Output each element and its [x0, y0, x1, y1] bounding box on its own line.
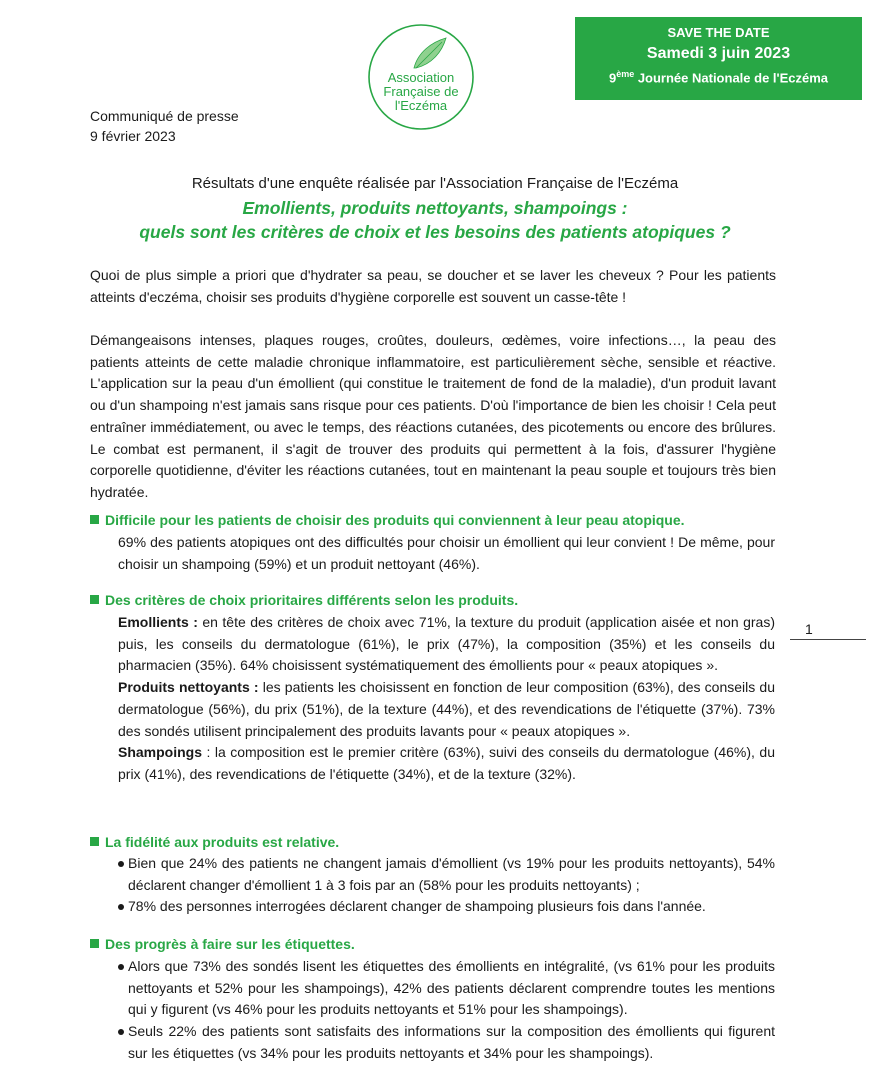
green-square-bullet-icon — [90, 515, 99, 524]
section-body-2 — [118, 612, 775, 786]
section-heading-1: Difficile pour les patients de choisir des produits qui conviennent à leur peau atopique. — [90, 512, 685, 528]
list-item: Seuls 22% des patients sont satisfaits des informations sur la composition des émollients qui figurent sur les étiquettes (vs 34% pour les produits nettoyants et 34% pour les shampoings). — [118, 1021, 775, 1064]
green-square-bullet-icon — [90, 939, 99, 948]
section-body-3 — [118, 853, 775, 918]
section-heading-3: La fidélité aux produits est relative. — [90, 834, 339, 850]
bullet-dot-icon — [118, 1029, 124, 1035]
afe-logo — [366, 22, 476, 132]
press-release-label: Communiqué de presse — [90, 108, 239, 124]
logo-graphic — [366, 22, 476, 132]
green-square-bullet-icon — [90, 837, 99, 846]
press-release-date: 9 février 2023 — [90, 128, 176, 144]
save-the-date-banner — [575, 17, 862, 100]
logo-line2: Française de — [383, 84, 459, 99]
intro-paragraph-1: Quoi de plus simple a priori que d'hydrater sa peau, se doucher et se laver les cheveux ? Pour les patients atteints d'eczéma, choisir ses produits d'hygiène corporelle est souvent un casse-tête ! — [90, 267, 776, 305]
logo-line1: Association — [387, 70, 455, 85]
list-item: Alors que 73% des sondés lisent les étiquettes des émollients en intégralité, (vs 61% pour les produits nettoyants et 52% pour les shampoings), 42% des patients déclarent comprendre toutes les mentions qui y figurent (vs 46% pour les produits nettoyants et 51% pour les shampoings). — [118, 956, 775, 1021]
intro-paragraph-2: Démangeaisons intenses, plaques rouges, croûtes, douleurs, œdèmes, voire infections…, la peau des patients atteints de cette maladie chronique inflammatoire, est particulièrement sèche, sensible et réactive. L'application sur la peau d'un émollient (qui constitue le traitement de fond de la maladie), d'un produit lavant ou d'un shampoing n'est jamais sans risque pour ces patients. D'où l'importance de bien les choisir ! Cela peut entraîner immédiatement, ou avec le temps, des réactions cutanées, des picotements ou encore des brûlures. Le combat est permanent, il s'agit de trouver des produits qui permettent à la fois, d'assurer l'hygiène corporelle quotidienne, d'éviter les réactions cutanées, tout en maintenant la peau souple et toujours très bien hydratée. — [90, 332, 776, 500]
list-item: Bien que 24% des patients ne changent jamais d'émollient (vs 19% pour les produits nettoyants), 54% déclarent changer d'émollient 1 à 3 fois par an (58% pour les produits nettoyants) ; — [118, 853, 775, 896]
press-release-header — [90, 106, 239, 146]
criteria-nettoyants: Produits nettoyants : les patients les choisissent en fonction de leur composition (63%), des conseils du dermatologue (56%), du prix (51%), de la texture (44%), et des revendications de l'étiquette (37%). 73% des sondés utilisent principalement des produits lavants pour « peaux atopiques ». — [118, 679, 775, 739]
logo-line3: l'Eczéma — [394, 98, 448, 113]
criteria-shampoings: Shampoings : la composition est le premier critère (63%), suivi des conseils du dermatologue (46%), du prix (41%), des revendications de l'étiquette (34%), et de la texture (32%). — [118, 744, 775, 782]
bullet-dot-icon — [118, 904, 124, 910]
list-item: 78% des personnes interrogées déclarent changer de shampoing plusieurs fois dans l'année. — [118, 896, 775, 918]
save-the-date-label: SAVE THE DATE — [667, 25, 770, 40]
title-line-2: quels sont les critères de choix et les besoins des patients atopiques ? — [139, 222, 731, 242]
bullet-dot-icon — [118, 861, 124, 867]
page-number: 1 — [805, 621, 813, 637]
section-body-1: 69% des patients atopiques ont des difficultés pour choisir un émollient qui leur convient ! De même, pour choisir un shampoing (59%) et un produit nettoyant (46%). — [118, 534, 775, 572]
section-heading-4: Des progrès à faire sur les étiquettes. — [90, 936, 355, 952]
page-number-divider — [790, 639, 866, 640]
green-square-bullet-icon — [90, 595, 99, 604]
event-date: Samedi 3 juin 2023 — [646, 45, 791, 62]
bullet-dot-icon — [118, 964, 124, 970]
title-line-1: Emollients, produits nettoyants, shampoings : — [242, 198, 628, 218]
criteria-emollients: Emollients : en tête des critères de choix avec 71%, la texture du produit (application aisée et non gras) puis, les conseils du dermatologue (61%), le prix (47%), la composition (35%) et les conseils du pharmacien (35%). 64% choisissent systématiquement des émollients pour « peaux atopiques ». — [118, 614, 775, 674]
document-title — [0, 196, 870, 244]
feather-icon — [414, 38, 446, 68]
section-body-4 — [118, 956, 775, 1065]
document-subtitle: Résultats d'une enquête réalisée par l'Association Française de l'Eczéma — [191, 175, 679, 192]
event-name: 9ème Journée Nationale de l'Eczéma — [608, 69, 829, 86]
section-heading-2: Des critères de choix prioritaires différents selon les produits. — [90, 592, 518, 608]
